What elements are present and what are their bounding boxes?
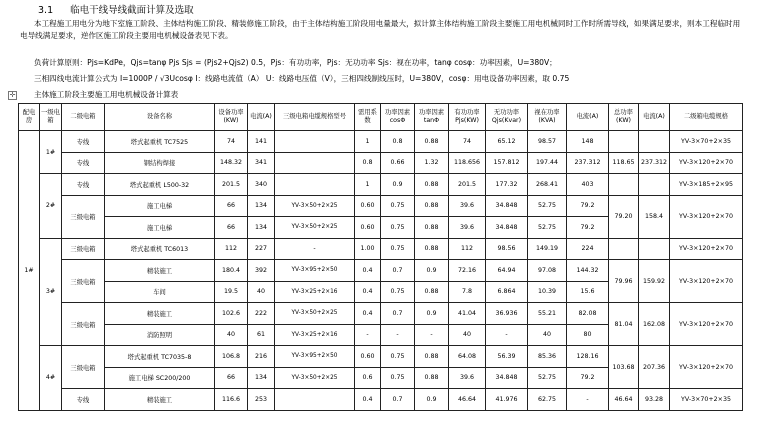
demand-factor-cell: 0.60 [355,346,381,368]
reactive-power-cell: 34.848 [486,195,528,217]
line-current-cell: 80 [567,324,609,346]
cable-cell: YV-3×95+2×50 [275,260,355,282]
demand-factor-cell: 0.4 [355,281,381,303]
demand-factor-cell: 0.60 [355,195,381,217]
line-current-cell: 128.16 [567,346,609,368]
header-cell: 三级电箱电缆规格型号 [275,104,355,131]
active-power-cell: 41.04 [449,303,486,325]
active-power-cell: 39.6 [449,367,486,389]
header-cell: 设备功率(KW) [215,104,248,131]
table-row [19,131,743,153]
level1-box-cell: 4# [40,346,62,411]
equipment-name-cell: 塔式起重机 L500-32 [105,174,215,196]
header-cell: 有功功率Pjs(KW) [449,104,486,131]
level2-box-cell: 三级电箱 [62,303,105,346]
apparent-power-cell: 52.75 [528,217,567,239]
level2-box-cell: 三级电箱 [62,260,105,303]
header-cell: 二级电箱 [62,104,105,131]
total-current-cell: 93.28 [639,389,670,411]
power-cell: 66 [215,367,248,389]
current-cell: 392 [248,260,275,282]
header-cell: 设备名称 [105,104,215,131]
current-cell: 253 [248,389,275,411]
level2-cable-cell: YV-3×120+2×70 [670,260,743,303]
cos-cell: 0.75 [381,195,415,217]
apparent-power-cell: 55.21 [528,303,567,325]
cable-cell: YV-3×50+2×25 [275,303,355,325]
current-cell: 222 [248,303,275,325]
equipment-name-cell: 精装施工 [105,303,215,325]
tan-cell: 0.88 [415,174,449,196]
cable-cell [275,152,355,174]
cable-cell: YV-3×50+2×25 [275,195,355,217]
current-formula-line: 三相四线电流计算公式为 I=1000P / √3Ucosφ I：线路电流值（A） U：线路电压值（V），三相四线制线压时，U=380V，cosφ：用电设备功率因素，取 0.75 [34,74,570,83]
cable-cell: YV-3×50+2×25 [275,217,355,239]
line-current-cell: 237.312 [567,152,609,174]
level1-box-cell: 2# [40,174,62,239]
total-current-cell: 158.4 [639,195,670,238]
power-cell: 102.6 [215,303,248,325]
total-power-cell: 103.68 [609,346,639,389]
cos-cell: - [381,324,415,346]
cos-cell: 0.7 [381,389,415,411]
apparent-power-cell: 40 [528,324,567,346]
equipment-name-cell: 施工电梯 SC200/200 [105,367,215,389]
table-row [19,346,743,368]
line-current-cell: 79.2 [567,367,609,389]
cable-cell [275,174,355,196]
reactive-power-cell: 98.56 [486,238,528,260]
reactive-power-cell: 34.848 [486,217,528,239]
current-cell: 227 [248,238,275,260]
section-heading [38,2,194,16]
header-cell: 一级电箱 [40,104,62,131]
tan-cell: 0.88 [415,238,449,260]
table-row [19,303,743,325]
demand-factor-cell: 0.6 [355,367,381,389]
power-cell: 66 [215,217,248,239]
level2-cable-cell: YV-3×120+2×70 [670,238,743,260]
equipment-name-cell: 车间 [105,281,215,303]
active-power-cell: 64.08 [449,346,486,368]
table-row [19,260,743,282]
cable-cell [275,389,355,411]
power-cell: 112 [215,238,248,260]
distribution-room-cell: 1# [19,131,40,411]
power-cell: 116.6 [215,389,248,411]
total-current-cell: 159.92 [639,260,670,303]
line-current-cell: 148 [567,131,609,153]
total-power-cell: 46.64 [609,389,639,411]
line-current-cell: 79.2 [567,195,609,217]
active-power-cell: 112 [449,238,486,260]
current-cell: 40 [248,281,275,303]
total-current-cell [639,238,670,260]
tan-cell: 1.32 [415,152,449,174]
equipment-name-cell: 施工电梯 [105,195,215,217]
level2-cable-cell: YV-3×120+2×70 [670,152,743,174]
apparent-power-cell: 197.44 [528,152,567,174]
header-cell: 配电房 [19,104,40,131]
reactive-power-cell: 64.94 [486,260,528,282]
line-current-cell: - [567,389,609,411]
equipment-name-cell: 塔式起重机 TC6013 [105,238,215,260]
equipment-name-cell: 塔式起重机 TC7525 [105,131,215,153]
line-current-cell: 403 [567,174,609,196]
tan-cell: - [415,324,449,346]
current-cell: 141 [248,131,275,153]
demand-factor-cell: 1.00 [355,238,381,260]
active-power-cell: 201.5 [449,174,486,196]
level2-box-cell: 专线 [62,174,105,196]
tan-cell: 0.9 [415,389,449,411]
tan-cell: 0.88 [415,217,449,239]
level1-box-cell: 3# [40,238,62,346]
formula-line: 负荷计算原则：Pjs=KdPe，Qjs=tanφ Pjs Sjs = (Pjs2+Qjs2) 0.5，Pjs：有功功率，Pjs：无功功率 Sjs：视在功率，tanφ cosφ：功率因素，U=380V； [34,58,557,67]
level2-box-cell: 专线 [62,389,105,411]
total-current-cell [639,131,670,153]
level1-box-cell: 1# [40,131,62,174]
apparent-power-cell: 85.36 [528,346,567,368]
level2-box-cell: 专线 [62,131,105,153]
table-row [19,238,743,260]
cos-cell: 0.7 [381,260,415,282]
power-cell: 66 [215,195,248,217]
cos-cell: 0.75 [381,367,415,389]
level2-cable-cell: YV-3×70+2×35 [670,131,743,153]
power-cell: 148.32 [215,152,248,174]
level2-cable-cell: YV-3×120+2×70 [670,346,743,389]
apparent-power-cell: 97.08 [528,260,567,282]
tan-cell: 0.88 [415,131,449,153]
total-power-cell: 118.65 [609,152,639,174]
demand-factor-cell: 0.4 [355,389,381,411]
equipment-name-cell: 施工电梯 [105,217,215,239]
header-cell: 二级箱电缆规格 [670,104,743,131]
cos-cell: 0.66 [381,152,415,174]
section-title: 临电干线导线截面计算及选取 [70,5,194,16]
demand-factor-cell: 0.4 [355,260,381,282]
cos-cell: 0.8 [381,131,415,153]
cable-cell: - [275,238,355,260]
power-cell: 180.4 [215,260,248,282]
demand-factor-cell: - [355,324,381,346]
table-move-handle-icon[interactable]: ✛ [9,91,16,99]
header-cell: 视在功率(KVA) [528,104,567,131]
header-cell: 无功功率Qjs(Kvar) [486,104,528,131]
active-power-cell: 46.64 [449,389,486,411]
tan-cell: 0.88 [415,281,449,303]
demand-factor-cell: 0.4 [355,303,381,325]
table-row [19,174,743,196]
demand-factor-cell: 1 [355,174,381,196]
cable-cell: YV-3×25+2×16 [275,324,355,346]
equipment-name-cell: 精装施工 [105,260,215,282]
apparent-power-cell: 10.39 [528,281,567,303]
total-current-cell [639,174,670,196]
line-current-cell: 79.2 [567,217,609,239]
apparent-power-cell: 52.75 [528,367,567,389]
cos-cell: 0.75 [381,281,415,303]
equipment-name-cell: 精装施工 [105,389,215,411]
level2-box-cell: 专线 [62,152,105,174]
tan-cell: 0.88 [415,367,449,389]
header-cell: 功率因素cosΦ [381,104,415,131]
header-cell: 电流(A) [567,104,609,131]
current-cell: 341 [248,152,275,174]
reactive-power-cell: 34.848 [486,367,528,389]
reactive-power-cell: 56.39 [486,346,528,368]
cable-cell: YV-3×25+2×16 [275,281,355,303]
tan-cell: 0.88 [415,195,449,217]
active-power-cell: 74 [449,131,486,153]
level2-box-cell: 三级电箱 [62,195,105,238]
table-header-row [19,104,743,131]
current-cell: 340 [248,174,275,196]
demand-factor-cell: 1 [355,131,381,153]
reactive-power-cell: - [486,324,528,346]
cos-cell: 0.75 [381,217,415,239]
current-cell: 61 [248,324,275,346]
total-power-cell: 79.96 [609,260,639,303]
cos-cell: 0.75 [381,346,415,368]
line-current-cell: 144.32 [567,260,609,282]
level2-cable-cell: YV-3×185+2×95 [670,174,743,196]
tan-cell: 0.88 [415,346,449,368]
total-current-cell: 207.36 [639,346,670,389]
apparent-power-cell: 52.75 [528,195,567,217]
cable-cell: YV-3×50+2×25 [275,367,355,389]
reactive-power-cell: 6.864 [486,281,528,303]
apparent-power-cell: 149.19 [528,238,567,260]
active-power-cell: 39.6 [449,195,486,217]
current-cell: 134 [248,195,275,217]
tan-cell: 0.9 [415,260,449,282]
table-row [19,195,743,217]
cable-cell [275,131,355,153]
total-power-cell [609,174,639,196]
cos-cell: 0.75 [381,238,415,260]
apparent-power-cell: 98.57 [528,131,567,153]
tan-cell: 0.9 [415,303,449,325]
active-power-cell: 118.656 [449,152,486,174]
level2-box-cell: 三级电箱 [62,238,105,260]
section-number: 3.1 [38,5,54,16]
table-row [19,389,743,411]
header-cell: 电流(A) [248,104,275,131]
active-power-cell: 40 [449,324,486,346]
demand-factor-cell: 0.60 [355,217,381,239]
line-current-cell: 15.6 [567,281,609,303]
level2-cable-cell: YV-3×120+2×70 [670,195,743,238]
apparent-power-cell: 268.41 [528,174,567,196]
equipment-name-cell: 塔式起重机 TC7035-8 [105,346,215,368]
total-current-cell: 237.312 [639,152,670,174]
demand-factor-cell: 0.8 [355,152,381,174]
total-power-cell: 81.04 [609,303,639,346]
level2-cable-cell: YV-3×120+2×70 [670,303,743,346]
total-current-cell: 162.08 [639,303,670,346]
level2-cable-cell: YV-3×70+2×35 [670,389,743,411]
level2-box-cell: 三级电箱 [62,346,105,389]
line-current-cell: 82.08 [567,303,609,325]
table-caption: 主体施工阶段主要施工用电机械设备计算表 [34,90,179,99]
power-cell: 40 [215,324,248,346]
active-power-cell: 72.16 [449,260,486,282]
cos-cell: 0.7 [381,303,415,325]
equipment-name-cell: 钢结构焊接 [105,152,215,174]
line-current-cell: 224 [567,238,609,260]
header-cell: 功率因素tanΦ [415,104,449,131]
table-row [19,152,743,174]
reactive-power-cell: 36.936 [486,303,528,325]
equipment-name-cell: 消防照明 [105,324,215,346]
reactive-power-cell: 41.976 [486,389,528,411]
power-cell: 19.5 [215,281,248,303]
equipment-table [18,103,743,411]
cos-cell: 0.9 [381,174,415,196]
header-cell: 电流(A) [639,104,670,131]
intro-paragraph: 本工程施工用电分为地下室施工阶段、主体结构施工阶段、精装修施工阶段，由于主体结构施工阶段用电量最大，拟计算主体结构施工阶段主要施工用电机械同时工作时所需导线，如果满足要求，则本工程临时用电导线满足要求，逆作区施工阶段主要用电机械设备表见下表。 [20,19,741,40]
current-cell: 216 [248,346,275,368]
power-cell: 201.5 [215,174,248,196]
power-cell: 74 [215,131,248,153]
reactive-power-cell: 157.812 [486,152,528,174]
header-cell: 总功率(KW) [609,104,639,131]
reactive-power-cell: 177.32 [486,174,528,196]
reactive-power-cell: 65.12 [486,131,528,153]
apparent-power-cell: 62.75 [528,389,567,411]
active-power-cell: 39.6 [449,217,486,239]
current-cell: 134 [248,367,275,389]
total-power-cell: 79.20 [609,195,639,238]
cable-cell: YV-3×95+2×50 [275,346,355,368]
total-power-cell [609,238,639,260]
power-cell: 106.8 [215,346,248,368]
current-cell: 134 [248,217,275,239]
total-power-cell [609,131,639,153]
active-power-cell: 7.8 [449,281,486,303]
header-cell: 需用系数 [355,104,381,131]
